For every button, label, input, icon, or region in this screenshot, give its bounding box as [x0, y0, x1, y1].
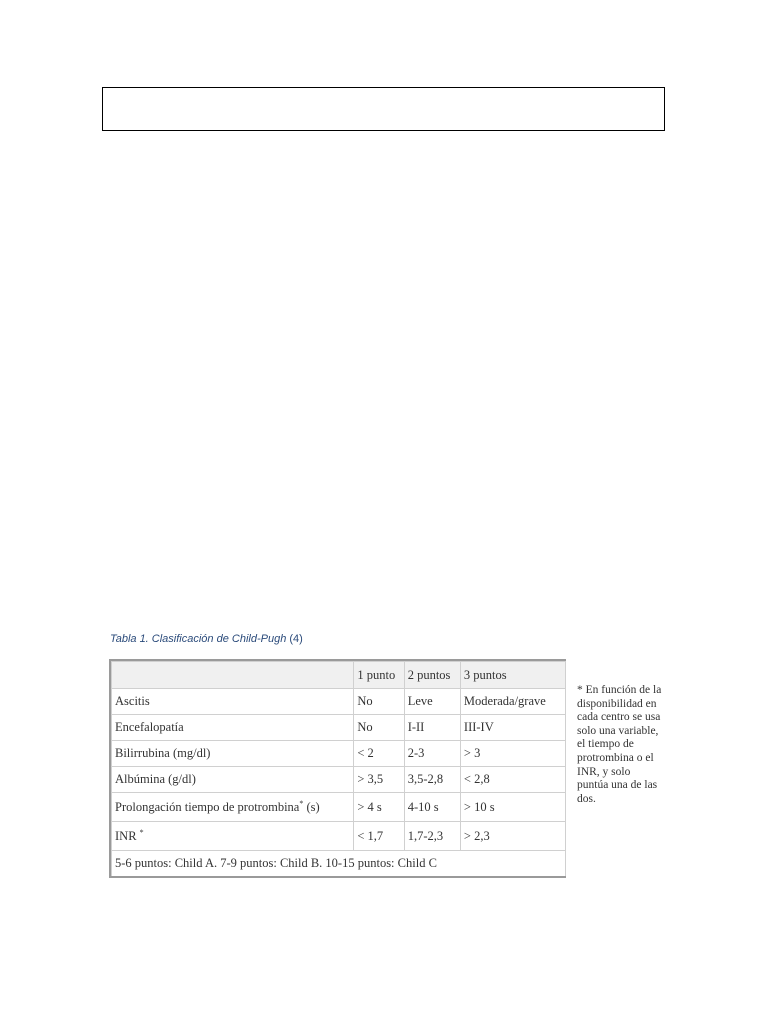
row-param-text: Prolongación tiempo de protrombina: [115, 799, 300, 814]
table-row: [112, 767, 566, 793]
caption-reference: (4): [289, 633, 303, 645]
row-param-suffix: (s): [303, 799, 320, 814]
child-pugh-table: [111, 661, 566, 876]
row-value-2: 1,7-2,3: [404, 822, 460, 851]
row-value-3: < 2,8: [460, 767, 565, 793]
header-cell-1-punto: 1 punto: [354, 662, 404, 689]
child-pugh-table-frame: [109, 659, 566, 878]
row-value-2: 4-10 s: [404, 793, 460, 822]
row-value-1: No: [354, 715, 404, 741]
header-cell-2-puntos: 2 puntos: [404, 662, 460, 689]
table-caption: [110, 633, 303, 645]
footnote-text: * En función de la disponibilidad en cada centro se usa solo una variable, el tiempo de protrombina o el INR, y solo puntúa una de las dos.: [577, 684, 662, 805]
empty-text-box: [102, 87, 665, 131]
row-param: Encefalopatía: [112, 715, 354, 741]
table-row: [112, 793, 566, 822]
row-value-1: < 2: [354, 741, 404, 767]
row-value-3: > 2,3: [460, 822, 565, 851]
caption-label: Tabla 1. Clasificación de Child-Pugh: [110, 633, 287, 645]
table-row: [112, 715, 566, 741]
row-value-3: Moderada/grave: [460, 689, 565, 715]
row-value-2: I-II: [404, 715, 460, 741]
row-param: Bilirrubina (mg/dl): [112, 741, 354, 767]
row-param: Albúmina (g/dl): [112, 767, 354, 793]
table-row: [112, 689, 566, 715]
row-param-text: INR: [115, 828, 137, 843]
row-value-2: 2-3: [404, 741, 460, 767]
row-value-3: > 10 s: [460, 793, 565, 822]
footnote-marker: *: [139, 827, 144, 837]
row-value-1: < 1,7: [354, 822, 404, 851]
row-param-with-note: [112, 793, 354, 822]
row-value-1: No: [354, 689, 404, 715]
table-footer-cell: 5-6 puntos: Child A. 7-9 puntos: Child B. 10-15 puntos: Child C: [112, 851, 566, 877]
table-row: [112, 822, 566, 851]
header-cell-blank: [112, 662, 354, 689]
table-row: [112, 741, 566, 767]
row-value-3: III-IV: [460, 715, 565, 741]
row-value-1: > 3,5: [354, 767, 404, 793]
table-header-row: [112, 662, 566, 689]
row-value-2: Leve: [404, 689, 460, 715]
row-param-with-note: [112, 822, 354, 851]
header-cell-3-puntos: 3 puntos: [460, 662, 565, 689]
footnote-marker: *: [299, 798, 304, 808]
row-value-1: > 4 s: [354, 793, 404, 822]
row-param: Ascitis: [112, 689, 354, 715]
table-footer-row: [112, 851, 566, 877]
row-value-2: 3,5-2,8: [404, 767, 460, 793]
row-value-3: > 3: [460, 741, 565, 767]
